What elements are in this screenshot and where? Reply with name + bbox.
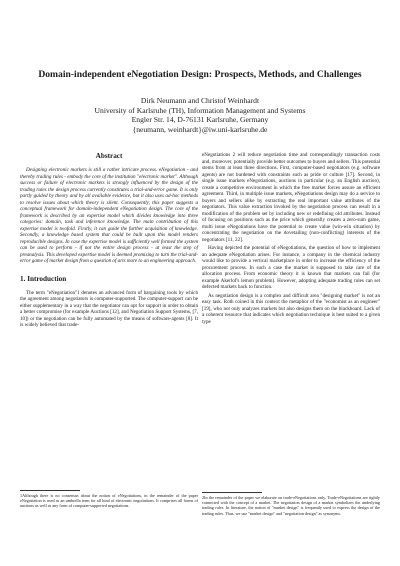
right-footnote-block xyxy=(202,492,380,516)
section-1-title: 1. Introduction xyxy=(20,274,67,283)
right-paragraph-3: As negotiation design is a complex and difficult area "designing market" is not an easy task. Roth coined in this context the metaphor of the "economist as an engineer" [19], who not only analyzes markets but also designs them on the blackboard. Lack of a coherent resource that indicates which negotiation technique is best suited to a given type xyxy=(202,292,380,325)
author-block xyxy=(40,96,360,134)
footnote-rule xyxy=(202,492,262,493)
right-paragraph-1: eNegotiations 2 will reduce negotiation time and correspondingly transaction costs and, moreover, potentially provide better outcomes to buyers and sellers. This potential stems from at least three directions. First, computer-based negotiators (e.g. software agents) are not burdened with constraints such as pride or culture [17]. Second, in single issue markets eNegotiations, auctions in particular (e.g. an English auction), create a competitive environment in which the free market forces assure an efficient agreement. Third, in multiple issue markets, eNegotiations design may do a service to buyers and sellers alike by extracting the real important value attributes of the negotiators. This value extraction invoked by the negotiation process can result in a modification of the problem set by including new or redefining old attributes. Instead of focusing on positions such as the price which generally creates a zero-sum game, multi issue eNegotiations have the potential to create value (win-win situation) by concentrating the negotiation on the dovetailing (non-conflicting) interests of the negotiators [11, 22]. xyxy=(202,152,380,243)
affiliation-line-1: University of Karlsruhe (TH), Information Management and Systems xyxy=(94,105,306,115)
paper-title: Domain-independent eNegotiation Design: Prospects, Methods, and Challenges xyxy=(38,69,362,80)
intro-paragraph-1: The term "eNegotiation"1 denotes an advanced form of bargaining tools by which the agreement among negotiators is computer-supported. The computer-support can be either supplementary in a way that the negotiator can opt for support in order to obtain a better compromise (for example Auctions [12], and Negotiation Support Systems, [7, 10]) or the negotiation can be fully automated by the means of software-agents [8]. It is widely believed that trade- xyxy=(20,289,198,328)
author-names: Dirk Neumann and Christof Weinhardt xyxy=(140,96,260,105)
abstract-heading: Abstract xyxy=(95,152,123,160)
right-column xyxy=(202,152,380,532)
footnote-1: 1Although there is no consensus about the notion of eNegotiations, in the remainder of the paper eNegotiation is used as an umbrella term for all kind of electronic negotiations. It comprises all forms of auctions as well as any form of computer-supported negotiations. xyxy=(20,493,198,509)
footnote-rule xyxy=(20,490,80,491)
abstract-text: Designing electronic markets is still a rather intricate process. eNegotiation - and thereby trading rules - embody the core of the institution "electronic market". Although success or failure of electronic markets is strongly influenced by the design of the trading rules the design process currently constitutes a trial-and-error game. It is only partly guided by theory and by all available evidence, but it also uses ad-hoc methods to resolve issues about which theory is silent. Consequently, this paper suggests a conceptual framework for domain-independent eNegotiation design. The core of the framework is described by an expertise model which divides knowledge into three categories: domain, task and inference knowledge. The main contribution of this expertise model is twofold. Firstly, it can guide the further acquisition of knowledge. Secondly, a knowledge based system that could be built upon this model renders reproducible designs. In case the expertise model is sufficiently well formed the system can be used to perform - if not the entire design process - at least the step of preanalysis. This developed expertise model is deemed promising to turn the trial-and-error game of market design from a question of arts more to an engineering approach. xyxy=(20,167,198,264)
author-email: {neumann, weinhardt}@iw.uni-karlsruhe.de xyxy=(132,124,268,134)
affiliation-line-2: Engler Str. 14, D-76131 Karlsruhe, Germany xyxy=(131,115,269,125)
left-footnote-block xyxy=(20,490,198,509)
right-paragraph-2: Having depicted the potential of eNegotiations, the question of how to implement an adequate eNegotiation arises. For instance, a company in the chemical industry would like to provide a vertical marketplace in order to increase the efficiency of the procurement process. In such a case the market is supposed to take care of the allocation process. From economic theory it is known that markets can fail (for example Akerlof's lemon problem). However, adopting adequate trading rules can set defected markets back to function. xyxy=(202,245,380,290)
footnote-2: 2In the remainder of the paper we elaborate on trade-eNegotiations only. Trade-eNegotiations are tightly connected with the concept of a market. The negotiation design of a market symbolizes the underlying trading rules. In literature, the notion of "market design" is frequently used to express the design of the trading rules. Thus, we use "market design" and "negotiation design" as synonyms. xyxy=(202,495,380,516)
left-column xyxy=(20,152,198,532)
